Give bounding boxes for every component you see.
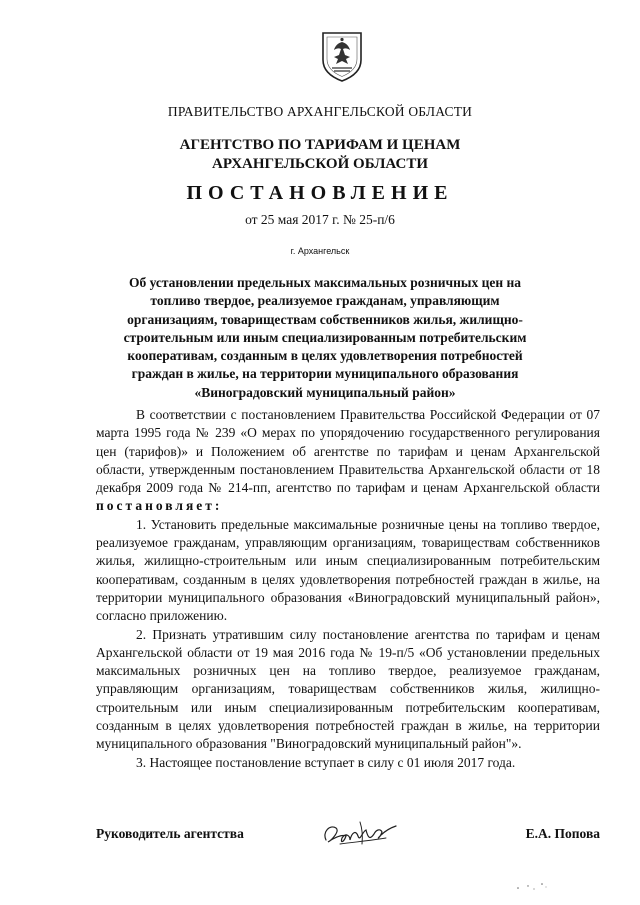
preamble-text: В соответствии с постановлением Правительства Российской Федерации от 07 марта 1995 года № 239 «О мерах по упорядочению государственного регулирования цен (тарифов)» и Положением об агентстве по тарифам и ценам Архангельской области, утвержденным постановлением Правительства Архангельской области от 18 декабря 2009 года № 214-пп, агентство по тарифам и ценам Архангельской области [96, 407, 600, 496]
document-type: ПОСТАНОВЛЕНИЕ [186, 182, 454, 204]
agency-line-2: АРХАНГЕЛЬСКОЙ ОБЛАСТИ [212, 156, 428, 172]
document-body [96, 406, 600, 772]
preamble-paragraph [96, 406, 600, 516]
agency-name [0, 136, 640, 174]
item-2: 2. Признать утратившим силу постановление агентства по тарифам и ценам Архангельской области от 19 мая 2016 года № 19-п/5 «Об установлении предельных максимальных розничных цен на топливо твердое, реализуемое гражданам, управляющим организациям, товариществам собственников жилья, жилищно-строительным или иным специализированным потребительским кооперативам, созданным в целях удовлетворения потребностей граждан в жилье, на территории муниципального образования "Виноградовский муниципальный район"». [96, 626, 600, 752]
signer-name: Е.А. Попова [525, 826, 600, 841]
item-3: 3. Настоящее постановление вступает в силу с 01 июля 2017 года. [136, 754, 516, 770]
handwritten-signature [320, 814, 400, 854]
document-title: Об установлении предельных максимальных розничных цен на топливо твердое, реализуемое гражданам, управляющим организациям, товариществам собственников жилья, жилищно-строительным или иным специализированным потребительским кооперативам, созданным в целях удовлетворения потребностей граждан в жилье, на территории муниципального образования «Виноградовский муниципальный район» [123, 275, 527, 400]
coat-of-arms-icon [320, 30, 364, 82]
item-1: 1. Установить предельные максимальные розничные цены на топливо твердое, реализуемое гражданам, управляющим организациям, товариществам собственников жилья, жилищно-строительным или иным специализированным потребительским кооперативам, созданным в целях удовлетворения потребностей граждан в жилье, на территории муниципального образования «Виноградовский муниципальный район», согласно приложению. [96, 516, 600, 624]
government-name: ПРАВИТЕЛЬСТВО АРХАНГЕЛЬСКОЙ ОБЛАСТИ [167, 104, 473, 119]
agency-line-1: АГЕНТСТВО ПО ТАРИФАМ И ЦЕНАМ [179, 137, 461, 153]
scan-specks [512, 880, 552, 892]
city: г. Архангельск [290, 246, 350, 256]
date-number: от 25 мая 2017 г. № 25-п/6 [245, 212, 395, 227]
decree-word: постановляет: [96, 498, 223, 514]
signer-position: Руководитель агентства [96, 826, 244, 841]
